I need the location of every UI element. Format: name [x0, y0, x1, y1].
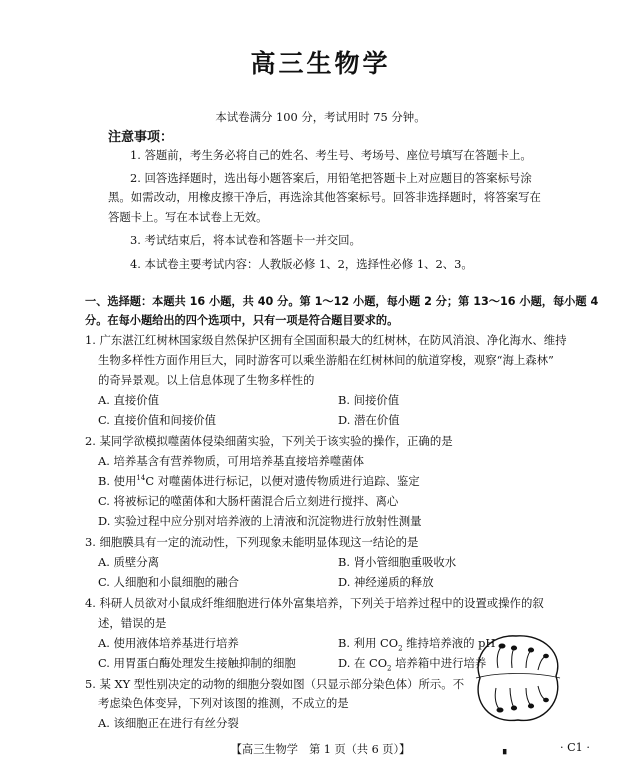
page-footer: 【高三生物学 第 1 页（共 6 页）】 [230, 743, 411, 756]
q1-stem: 1. 广东湛江红树林国家级自然保护区拥有全国面积最大的红树林，在防风消浪、净化海水、维持 [85, 333, 567, 347]
paper-code: · C1 · [560, 741, 590, 754]
q1-stem: 生物多样性方面作用巨大，同时游客可以乘坐游船在红树林间的航道穿梭，观察“海上森林” [98, 353, 554, 367]
section-heading: 一、选择题：本题共 16 小题，共 40 分。第 1～12 小题，每小题 2 分；第 13～16 小题，每小题 4 [85, 295, 599, 308]
notice-line: 2. 回答选择题时，选出每小题答案后，用铅笔把答题卡上对应题目的答案标号涂 [130, 171, 532, 185]
q3-option-c: C. 人细胞和小鼠细胞的融合 [98, 575, 239, 589]
cell-division-figure [468, 628, 568, 728]
notice-heading: 注意事项： [108, 130, 174, 145]
q3-stem: 3. 细胞膜具有一定的流动性，下列现象未能明显体现这一结论的是 [85, 535, 419, 549]
notice-line: 3. 考试结束后，将本试卷和答题卡一并交回。 [130, 233, 361, 247]
exam-info: 本试卷满分 100 分，考试用时 75 分钟。 [215, 110, 426, 124]
cleavage-furrow [476, 674, 560, 679]
page-title: 高三生物学 [250, 49, 391, 78]
notice-line: 4. 本试卷主要考试内容：人教版必修 1、2，选择性必修 1、2、3。 [130, 257, 473, 271]
q4-option-a: A. 使用液体培养基进行培养 [98, 636, 239, 650]
scan-mark: ▖ [503, 745, 510, 755]
q2-option-b: B. 使用$^{14}$C 对噬菌体进行标记，以便对遗传物质进行追踪、鉴定 [98, 474, 420, 488]
chromosome-bottom [495, 686, 548, 712]
q4-option-c: C. 用胃蛋白酶处理发生接触抑制的细胞 [98, 656, 296, 670]
q1-option-a: A. 直接价值 [98, 393, 160, 407]
q2-option-d: D. 实验过程中应分别对培养液的上清液和沉淀物进行放射性测量 [98, 514, 422, 528]
q3-option-a: A. 质壁分离 [98, 555, 160, 569]
q5-option-a: A. 该细胞正在进行有丝分裂 [98, 716, 239, 730]
q1-option-c: C. 直接价值和间接价值 [98, 413, 217, 427]
cell-outline [478, 636, 558, 721]
chromosome-top [497, 644, 548, 670]
q2-stem: 2. 某同学欲模拟噬菌体侵染细菌实验，下列关于该实验的操作，正确的是 [85, 434, 453, 448]
notice-line: 答题卡上。写在本试卷上无效。 [108, 210, 268, 224]
q1-option-b: B. 间接价值 [338, 393, 400, 407]
q5-stem: 5. 某 XY 型性别决定的动物的细胞分裂如图（只显示部分染色体）所示。不 [85, 677, 465, 691]
q3-option-b: B. 肾小管细胞重吸收水 [338, 555, 457, 569]
q4-stem: 4. 科研人员欲对小鼠成纤维细胞进行体外富集培养，下列关于培养过程中的设置或操作的叙 [85, 596, 544, 610]
notice-line: 黑。如需改动，用橡皮擦干净后，再选涂其他答案标号。回答非选择题时，将答案写在 [108, 190, 541, 204]
section-heading-cont: 分。在每小题给出的四个选项中，只有一项是符合题目要求的。 [85, 314, 399, 327]
q2-option-a: A. 培养基含有营养物质，可用培养基直接培养噬菌体 [98, 454, 365, 468]
q1-stem: 的奇异景观。以上信息体现了生物多样性的 [98, 373, 315, 387]
q3-option-d: D. 神经递质的释放 [338, 575, 434, 589]
q5-stem: 考虑染色体变异，下列对该图的推测，不成立的是 [98, 696, 349, 710]
notice-line: 1. 答题前，考生务必将自己的姓名、考生号、考场号、座位号填写在答题卡上。 [130, 148, 532, 162]
q4-stem: 述，错误的是 [98, 616, 167, 630]
q4-option-b: B. 利用 $CO_2$ 维持培养液的 pH [338, 636, 496, 653]
q1-option-d: D. 潜在价值 [338, 413, 400, 427]
q4-option-d: D. 在 $CO_2$ 培养箱中进行培养 [338, 656, 487, 673]
q2-option-c: C. 将被标记的噬菌体和大肠杆菌混合后立刻进行搅拌、离心 [98, 494, 399, 508]
